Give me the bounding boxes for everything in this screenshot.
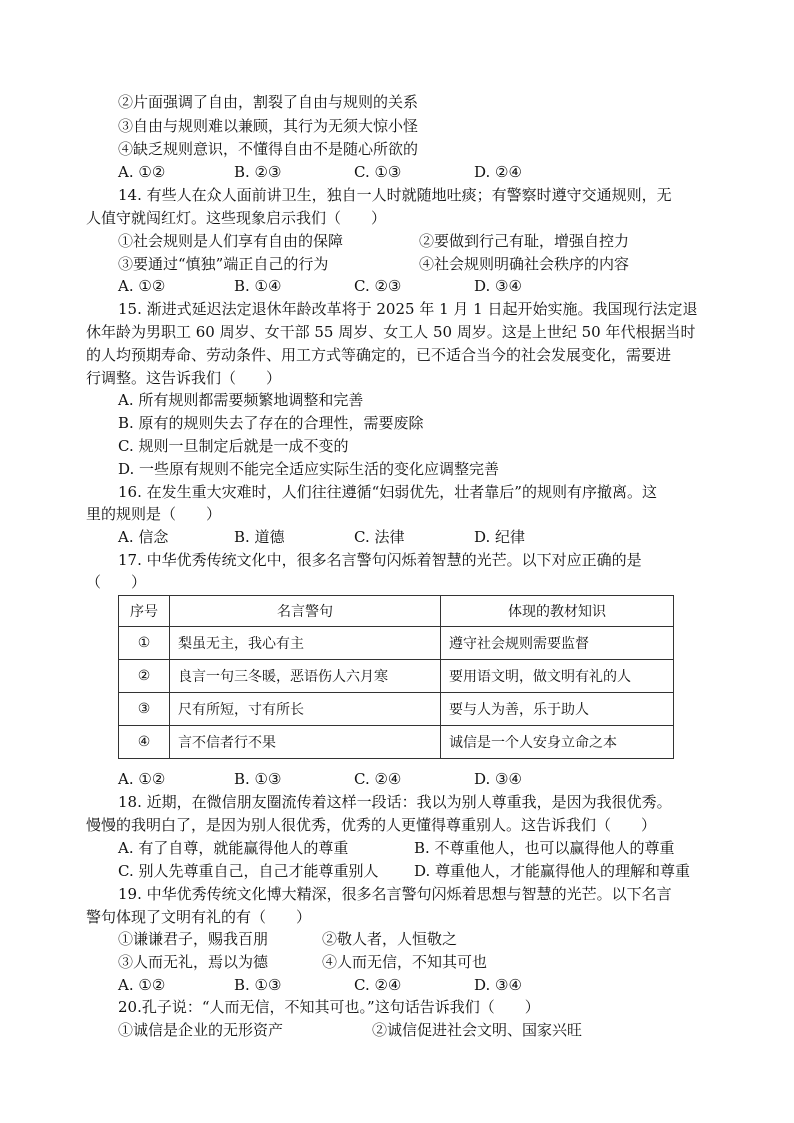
q14-choice-b: B. ①④ xyxy=(234,277,282,295)
q13-choice-c: C. ①③ xyxy=(354,163,402,181)
row-knowledge: 要用语文明，做文明有礼的人 xyxy=(441,660,674,693)
row-index: ④ xyxy=(119,726,170,759)
q14-stem-2: 人值守就闯红灯。这些现象启示我们（ ） xyxy=(86,209,387,227)
q13-choice-b: B. ②③ xyxy=(234,163,282,181)
q14-item-3: ③要通过“慎独”端正自己的行为 xyxy=(118,255,329,273)
table-row xyxy=(119,627,674,660)
q17-choice-d: D. ③④ xyxy=(474,770,522,788)
q17-choice-b: B. ①③ xyxy=(234,770,282,788)
q14-item-4: ④社会规则明确社会秩序的内容 xyxy=(419,255,630,273)
q16-stem-1: 16. 在发生重大灾难时，人们往往遵循“妇弱优先，壮者靠后”的规则有序撤离。这 xyxy=(118,483,657,501)
q18-stem-1: 18. 近期，在微信朋友圈流传着这样一段话：我以为别人尊重我，是因为我很优秀。 xyxy=(118,793,672,811)
q14-choice-a: A. ①② xyxy=(118,277,166,295)
q15-option-d: D. 一些原有规则不能完全适应实际生活的变化应调整完善 xyxy=(118,460,500,478)
q14-stem-1: 14. 有些人在众人面前讲卫生，独自一人时就随地吐痰；有警察时遵守交通规则，无 xyxy=(118,186,672,204)
q13-choice-d: D. ②④ xyxy=(474,163,522,181)
header-quote: 名言警句 xyxy=(170,596,441,627)
row-quote: 言不信者行不果 xyxy=(170,726,441,759)
q20-item-1: ①诚信是企业的无形资产 xyxy=(118,1021,284,1039)
row-knowledge: 诚信是一个人安身立命之本 xyxy=(441,726,674,759)
q17-stem-1: 17. 中华优秀传统文化中，很多名言警句闪烁着智慧的光芒。以下对应正确的是 xyxy=(118,551,642,569)
q16-choice-a: A. 信念 xyxy=(118,528,169,546)
q14-choice-c: C. ②③ xyxy=(354,277,402,295)
q17-choice-c: C. ②④ xyxy=(354,770,402,788)
q13-item-4: ④缺乏规则意识，不懂得自由不是随心所欲的 xyxy=(118,140,419,158)
q20-stem: 20.孔子说：“人而无信，不知其可也。”这句话告诉我们（ ） xyxy=(118,998,540,1016)
q19-stem-2: 警句体现了文明有礼的有（ ） xyxy=(86,908,312,926)
q14-choice-d: D. ③④ xyxy=(474,277,522,295)
row-index: ③ xyxy=(119,693,170,726)
q19-item-3: ③人而无礼，焉以为德 xyxy=(118,953,269,971)
q19-item-2: ②敬人者，人恒敬之 xyxy=(322,930,458,948)
row-knowledge: 遵守社会规则需要监督 xyxy=(441,627,674,660)
q15-stem-3: 的人均预期寿命、劳动条件、用工方式等确定的，已不适合当今的社会发展变化，需要进 xyxy=(86,346,672,364)
quote-table xyxy=(118,595,674,759)
header-knowledge: 体现的教材知识 xyxy=(441,596,674,627)
row-quote: 良言一句三冬暖，恶语伤人六月寒 xyxy=(170,660,441,693)
q13-choice-a: A. ①② xyxy=(118,163,166,181)
q18-option-d: D. 尊重他人，才能赢得他人的理解和尊重 xyxy=(414,862,691,880)
q19-item-1: ①谦谦君子，赐我百朋 xyxy=(118,930,269,948)
row-quote: 尺有所短，寸有所长 xyxy=(170,693,441,726)
q16-choice-d: D. 纪律 xyxy=(474,528,526,546)
q19-choice-d: D. ③④ xyxy=(474,976,522,994)
q14-item-2: ②要做到行己有耻，增强自控力 xyxy=(419,232,630,250)
q15-option-b: B. 原有的规则失去了存在的合理性，需要废除 xyxy=(118,414,424,432)
q17-stem-2: （ ） xyxy=(86,573,147,591)
q14-item-1: ①社会规则是人们享有自由的保障 xyxy=(118,232,344,250)
q18-option-c: C. 别人先尊重自己，自己才能尊重别人 xyxy=(118,862,379,880)
q16-stem-2: 里的规则是（ ） xyxy=(86,505,222,523)
header-index: 序号 xyxy=(119,596,170,627)
table-header-row xyxy=(119,596,674,627)
q16-choice-b: B. 道德 xyxy=(234,528,285,546)
table-row xyxy=(119,693,674,726)
q15-stem-4: 行调整。这告诉我们（ ） xyxy=(86,369,282,387)
q15-stem-1: 15. 渐进式延迟法定退休年龄改革将于 2025 年 1 月 1 日起开始实施。我国现行法定退 xyxy=(118,300,698,318)
row-index: ① xyxy=(119,627,170,660)
q15-option-a: A. 所有规则都需要频繁地调整和完善 xyxy=(118,391,364,409)
q13-item-3: ③自由与规则难以兼顾，其行为无须大惊小怪 xyxy=(118,117,419,135)
q19-choice-a: A. ①② xyxy=(118,976,166,994)
q18-option-b: B. 不尊重他人，也可以赢得他人的尊重 xyxy=(414,839,675,857)
q20-item-2: ②诚信促进社会文明、国家兴旺 xyxy=(372,1021,583,1039)
row-index: ② xyxy=(119,660,170,693)
table-row xyxy=(119,660,674,693)
q16-choice-c: C. 法律 xyxy=(354,528,405,546)
q19-choice-b: B. ①③ xyxy=(234,976,282,994)
q15-option-c: C. 规则一旦制定后就是一成不变的 xyxy=(118,437,349,455)
q15-stem-2: 休年龄为男职工 60 周岁、女干部 55 周岁、女工人 50 周岁。这是上世纪 50 年代根据当时 xyxy=(86,323,696,341)
q19-stem-1: 19. 中华优秀传统文化博大精深，很多名言警句闪烁着思想与智慧的光芒。以下名言 xyxy=(118,885,672,903)
q19-item-4: ④人而无信，不知其可也 xyxy=(322,953,488,971)
q17-choice-a: A. ①② xyxy=(118,770,166,788)
q13-item-2: ②片面强调了自由，割裂了自由与规则的关系 xyxy=(118,93,419,111)
q19-choice-c: C. ②④ xyxy=(354,976,402,994)
row-knowledge: 要与人为善，乐于助人 xyxy=(441,693,674,726)
table-row xyxy=(119,726,674,759)
q18-option-a: A. 有了自尊，就能赢得他人的尊重 xyxy=(118,839,349,857)
q18-stem-2: 慢慢的我明白了，是因为别人很优秀，优秀的人更懂得尊重别人。这告诉我们（ ） xyxy=(86,816,657,834)
row-quote: 梨虽无主，我心有主 xyxy=(170,627,441,660)
